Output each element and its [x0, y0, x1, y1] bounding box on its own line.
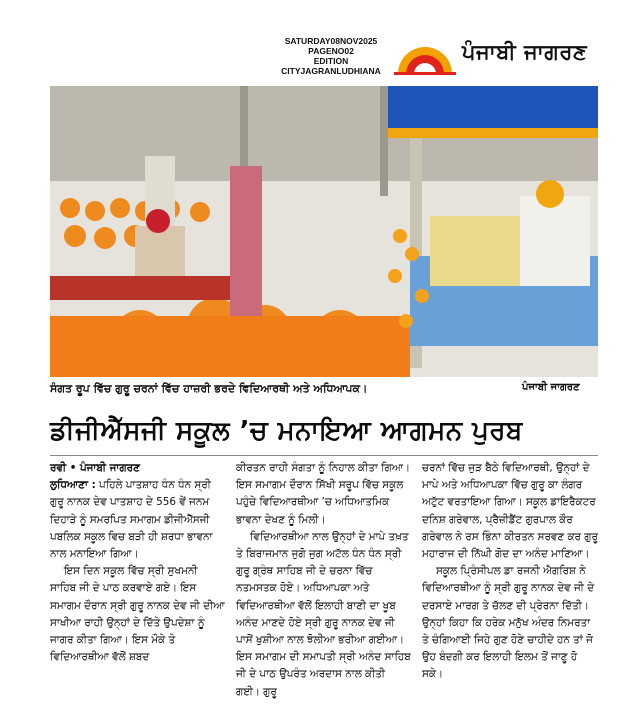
page-number: PAGENO02 [308, 46, 354, 56]
issue-date: SATURDAY08NOV2025 [284, 36, 378, 46]
article-headline: ਡੀਜੀਐੱਸਜੀ ਸਕੂਲ ’ਚ ਮਨਾਇਆ ਆਗਮਨ ਪੁਰਬ [50, 416, 523, 446]
masthead [0, 0, 625, 84]
article-column-1 [50, 460, 226, 666]
edition-label: EDITION [313, 56, 349, 66]
article-paragraph: ਇਸ ਦਿਨ ਸਕੂਲ ਵਿੱਚ ਸ੍ਰੀ ਸੁਖਮਨੀ ਸਾਹਿਬ ਜੀ ਦੇ ਪਾਠ ਕਰਵਾਏ ਗਏ। ਇਸ ਸਮਾਗਮ ਦੌਰਾਨ ਸ੍ਰੀ ਗੁਰੂ ਨਾਨਕ ਦੇਵ ਜੀ ਦੀਆ ਸਾਖੀਆ ਰਾਹੀ ਉਨ੍ਹਾਂ ਦੇ ਦਿੱਤੇ ਉਪਦੇਸ਼ਾ ਨੂੰ ਜਾਗਰ ਕੀਤਾ ਗਿਆ। ਇਸ ਮੌਕੇ ਤੇ ਵਿਦਿਆਰਥੀਆ ਵੱਲੋਂ ਸ਼ਬਦ [50, 565, 225, 664]
photo-caption: ਸੰਗਤ ਰੂਪ ਵਿੱਚ ਗੁਰੂ ਚਰਨਾਂ ਵਿੱਚ ਹਾਜ਼ਰੀ ਭਰਦੇ ਵਿਦਿਆਰਥੀ ਅਤੇ ਅਧਿਆਪਕ। [50, 382, 368, 395]
article-paragraph: ਸਕੂਲ ਪ੍ਰਿੰਸੀਪਲ ਡਾ ਰਜਨੀ ਐਗਰਿਸ਼ ਨੇ ਵਿਦਿਆਰਥੀਆ ਨੂੰ ਸ੍ਰੀ ਗੁਰੂ ਨਾਨਕ ਦੇਵ ਜੀ ਦੇ ਦਰਸਾਏ ਮਾਰਗ ਤੇ ਚੱਲਣ ਦੀ ਪ੍ਰੇਰਨਾ ਦਿੱਤੀ। ਉਨ੍ਹਾਂ ਕਿਹਾ ਕਿ ਹਰੇਕ ਮਨੁੱਖ ਅੰਦਰ ਨਿਮਰਤਾ ਤੇ ਚੰਗਿਆਈ ਜਿਹੇ ਗੁਣ ਹੋਣੇ ਚਾਹੀਦੇ ਹਨ ਤਾਂ ਜੋ ਉਹ ਬੰਦਗੀ ਕਰ ਇਲਾਹੀ ਇਲਮ ਤੋਂ ਜਾਣੂ ਹੋ ਸਕੇ। [422, 565, 595, 681]
edition-name: CITYJAGRANLUDHIANA [281, 66, 381, 76]
article-text: ਪਹਿਲੇ ਪਾਤਸ਼ਾਹ ਧੰਨ ਧੰਨ ਸ੍ਰੀ ਗੁਰੂ ਨਾਨਕ ਦੇਵ ਪਾਤਸ਼ਾਹ ਦੇ 556 ਵੇਂ ਜਨਮ ਦਿਹਾੜੇ ਨੂੰ ਸਮਰਪਿਤ ਸਮਾਗਮ ਡੀਜੀਐੱਸਜੀ ਪਬਲਿਕ ਸਕੂਲ ਵਿਚ ਬੜੀ ਹੀ ਸ਼ਰਧਾ ਭਾਵਨਾ ਨਾਲ ਮਨਾਇਆ ਗਿਆ। [50, 479, 213, 561]
newspaper-brand: ਪੰਜਾਬੀ ਜਾਗਰਣ [462, 40, 588, 64]
article-column-2 [236, 460, 412, 701]
rising-sun-logo-icon [394, 32, 456, 76]
article-column-3 [422, 460, 598, 684]
headline-divider [50, 455, 598, 456]
photo-credit: ਪੰਜਾਬੀ ਜਾਗਰਣ [522, 382, 580, 393]
edition-meta [272, 36, 390, 76]
article-paragraph: ਚਰਨਾਂ ਵਿੱਚ ਜੁੜ ਬੈਠੇ ਵਿਦਿਆਰਥੀ, ਉਨ੍ਹਾਂ ਦੇ ਮਾਪੇ ਅਤੇ ਅਧਿਆਪਕਾ ਵਿੱਚ ਗੁਰੂ ਕਾ ਲੰਗਰ ਅਟੁੱਟ ਵਰਤਾਇਆ ਗਿਆ। ਸਕੂਲ ਡਾਇਰੈਕਟਰ ਦਨਿਸ਼ ਗਰੇਵਾਲ, ਪ੍ਰੈਜ਼ੀਡੈਂਟ ਗੁਰਪਾਲ ਕੌਰ ਗਰੇਵਾਲ ਨੇ ਰਸ ਭਿੰਨਾ ਕੀਰਤਨ ਸਰਵਣ ਕਰ ਗੁਰੂ ਮਹਾਰਾਜ ਦੀ ਨਿੱਘੀ ਗੋਦ ਦਾ ਅਨੰਦ ਮਾਣਿਆ। [422, 462, 598, 561]
event-photo [50, 86, 598, 377]
article-paragraph: ਕੀਰਤਨ ਰਾਹੀ ਸੰਗਤਾ ਨੂੰ ਨਿਹਾਲ ਕੀਤਾ ਗਿਆ। ਇਸ ਸਮਾਗਮ ਦੌਰਾਨ ਸਿੱਖੀ ਸਰੂਪ ਵਿੱਚ ਸਕੂਲ ਪਹੁੰਚੇ ਵਿਦਿਆਰਥੀਆ ’ਚ ਅਧਿਆਤਮਿਕ ਭਾਵਨਾ ਦੇਖਣ ਨੂੰ ਮਿਲੀ। [236, 462, 411, 526]
article-paragraph [50, 477, 226, 563]
article-byline: ਰਵੀ • ਪੰਜਾਬੀ ਜਾਗਰਣ [50, 462, 140, 474]
dateline-place: ਲੁਧਿਆਣਾ : [50, 479, 96, 492]
article-paragraph: ਵਿਦਿਆਰਥੀਆ ਨਾਲ ਉਨ੍ਹਾਂ ਦੇ ਮਾਪੇ ਤਖ਼ਤ ਤੇ ਬਿਰਾਜਮਾਨ ਜੁਗੋ ਜੁਗ ਅਟੱਲ ਧੰਨ ਧੰਨ ਸ੍ਰੀ ਗੁਰੂ ਗ੍ਰੰਥ ਸਾਹਿਬ ਜੀ ਦੇ ਚਰਨਾ ਵਿੱਚ ਨਤਮਸਤਕ ਹੋਏ। ਅਧਿਆਪਕਾ ਅਤੇ ਵਿਦਿਆਰਥੀਆ ਵੱਲੋਂ ਇਲਾਹੀ ਬਾਣੀ ਦਾ ਖੂਬ ਅਨੰਦ ਮਾਣਦੇ ਹੋਏ ਸ੍ਰੀ ਗੁਰੂ ਨਾਨਕ ਦੇਵ ਜੀ ਪਾਸੋਂ ਖੁਸ਼ੀਆ ਨਾਲ ਝੋਲੀਆ ਭਰੀਆ ਗਈਆ। ਇਸ ਸਮਾਗਮ ਦੀ ਸਮਾਪਤੀ ਸ੍ਰੀ ਅਨੰਦ ਸਾਹਿਬ ਜੀ ਦੇ ਪਾਠ ਉਪਰੰਤ ਅਰਦਾਸ ਨਾਲ ਕੀਤੀ ਗਈ। ਗੁਰੂ [236, 530, 411, 698]
